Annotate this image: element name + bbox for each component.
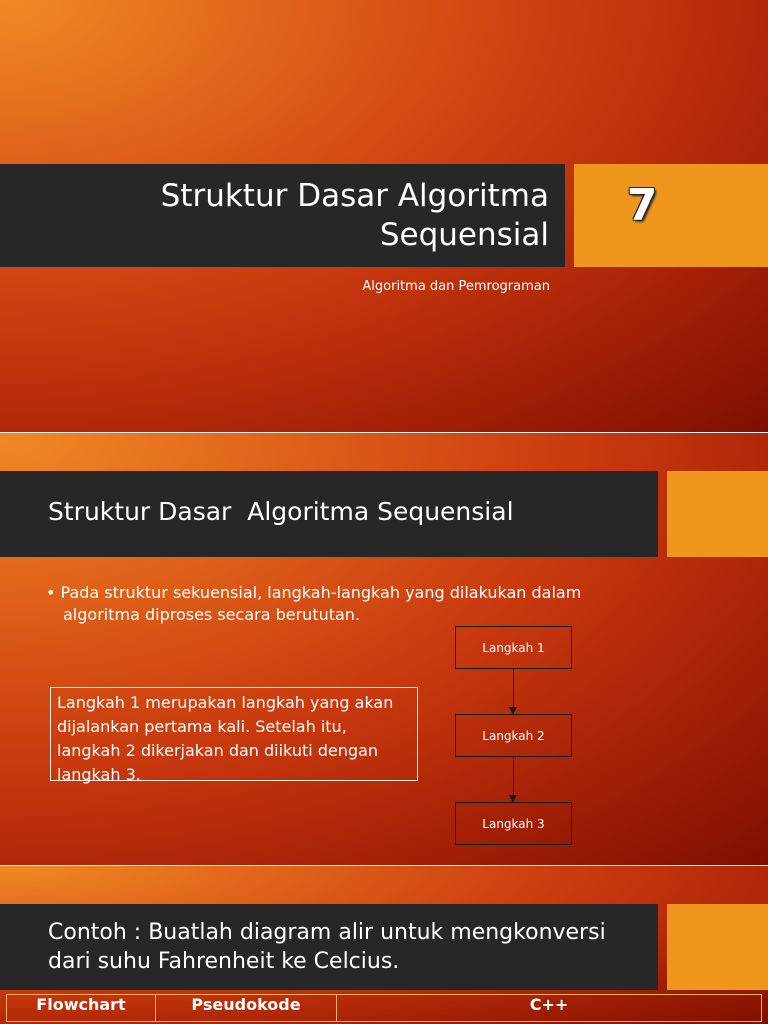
slide-subtitle: Algoritma dan Pemrograman	[362, 279, 550, 294]
slide-sequential-structure	[0, 433, 768, 865]
chapter-number: 7	[626, 180, 658, 231]
slide-heading: Struktur Dasar Algoritma Sequensial	[48, 497, 514, 526]
explanation-box: Langkah 1 merupakan langkah yang akan dijalankan pertama kali. Setelah itu, langkah 2 dikerjakan dan diikuti dengan langkah 3.	[50, 687, 418, 781]
slide-example	[0, 866, 768, 1024]
header-cpp: C++	[337, 995, 762, 1022]
slide-title-text: Struktur Dasar Algoritma Sequensial	[160, 178, 549, 253]
title-bar	[0, 471, 658, 557]
table-header-row	[7, 995, 762, 1022]
flow-arrow	[513, 669, 514, 714]
chapter-number-box	[574, 164, 768, 267]
accent-box	[667, 471, 768, 557]
slide-title	[0, 0, 768, 432]
header-flowchart: Flowchart	[7, 995, 156, 1022]
accent-box	[667, 904, 768, 990]
title-bar	[0, 164, 565, 267]
comparison-table	[6, 994, 762, 1022]
flow-arrow	[513, 757, 514, 802]
bullet-text: • Pada struktur sekuensial, langkah-langkah yang dilakukan dalam algoritma diproses secara berututan.	[46, 583, 582, 624]
header-pseudokode: Pseudokode	[156, 995, 337, 1022]
flow-step-3: Langkah 3	[455, 802, 572, 845]
slide-heading: Contoh : Buatlah diagram alir untuk mengkonversi dari suhu Fahrenheit ke Celcius.	[48, 920, 606, 974]
flow-step-2: Langkah 2	[455, 714, 572, 757]
flow-step-1: Langkah 1	[455, 626, 572, 669]
title-bar	[0, 904, 658, 990]
